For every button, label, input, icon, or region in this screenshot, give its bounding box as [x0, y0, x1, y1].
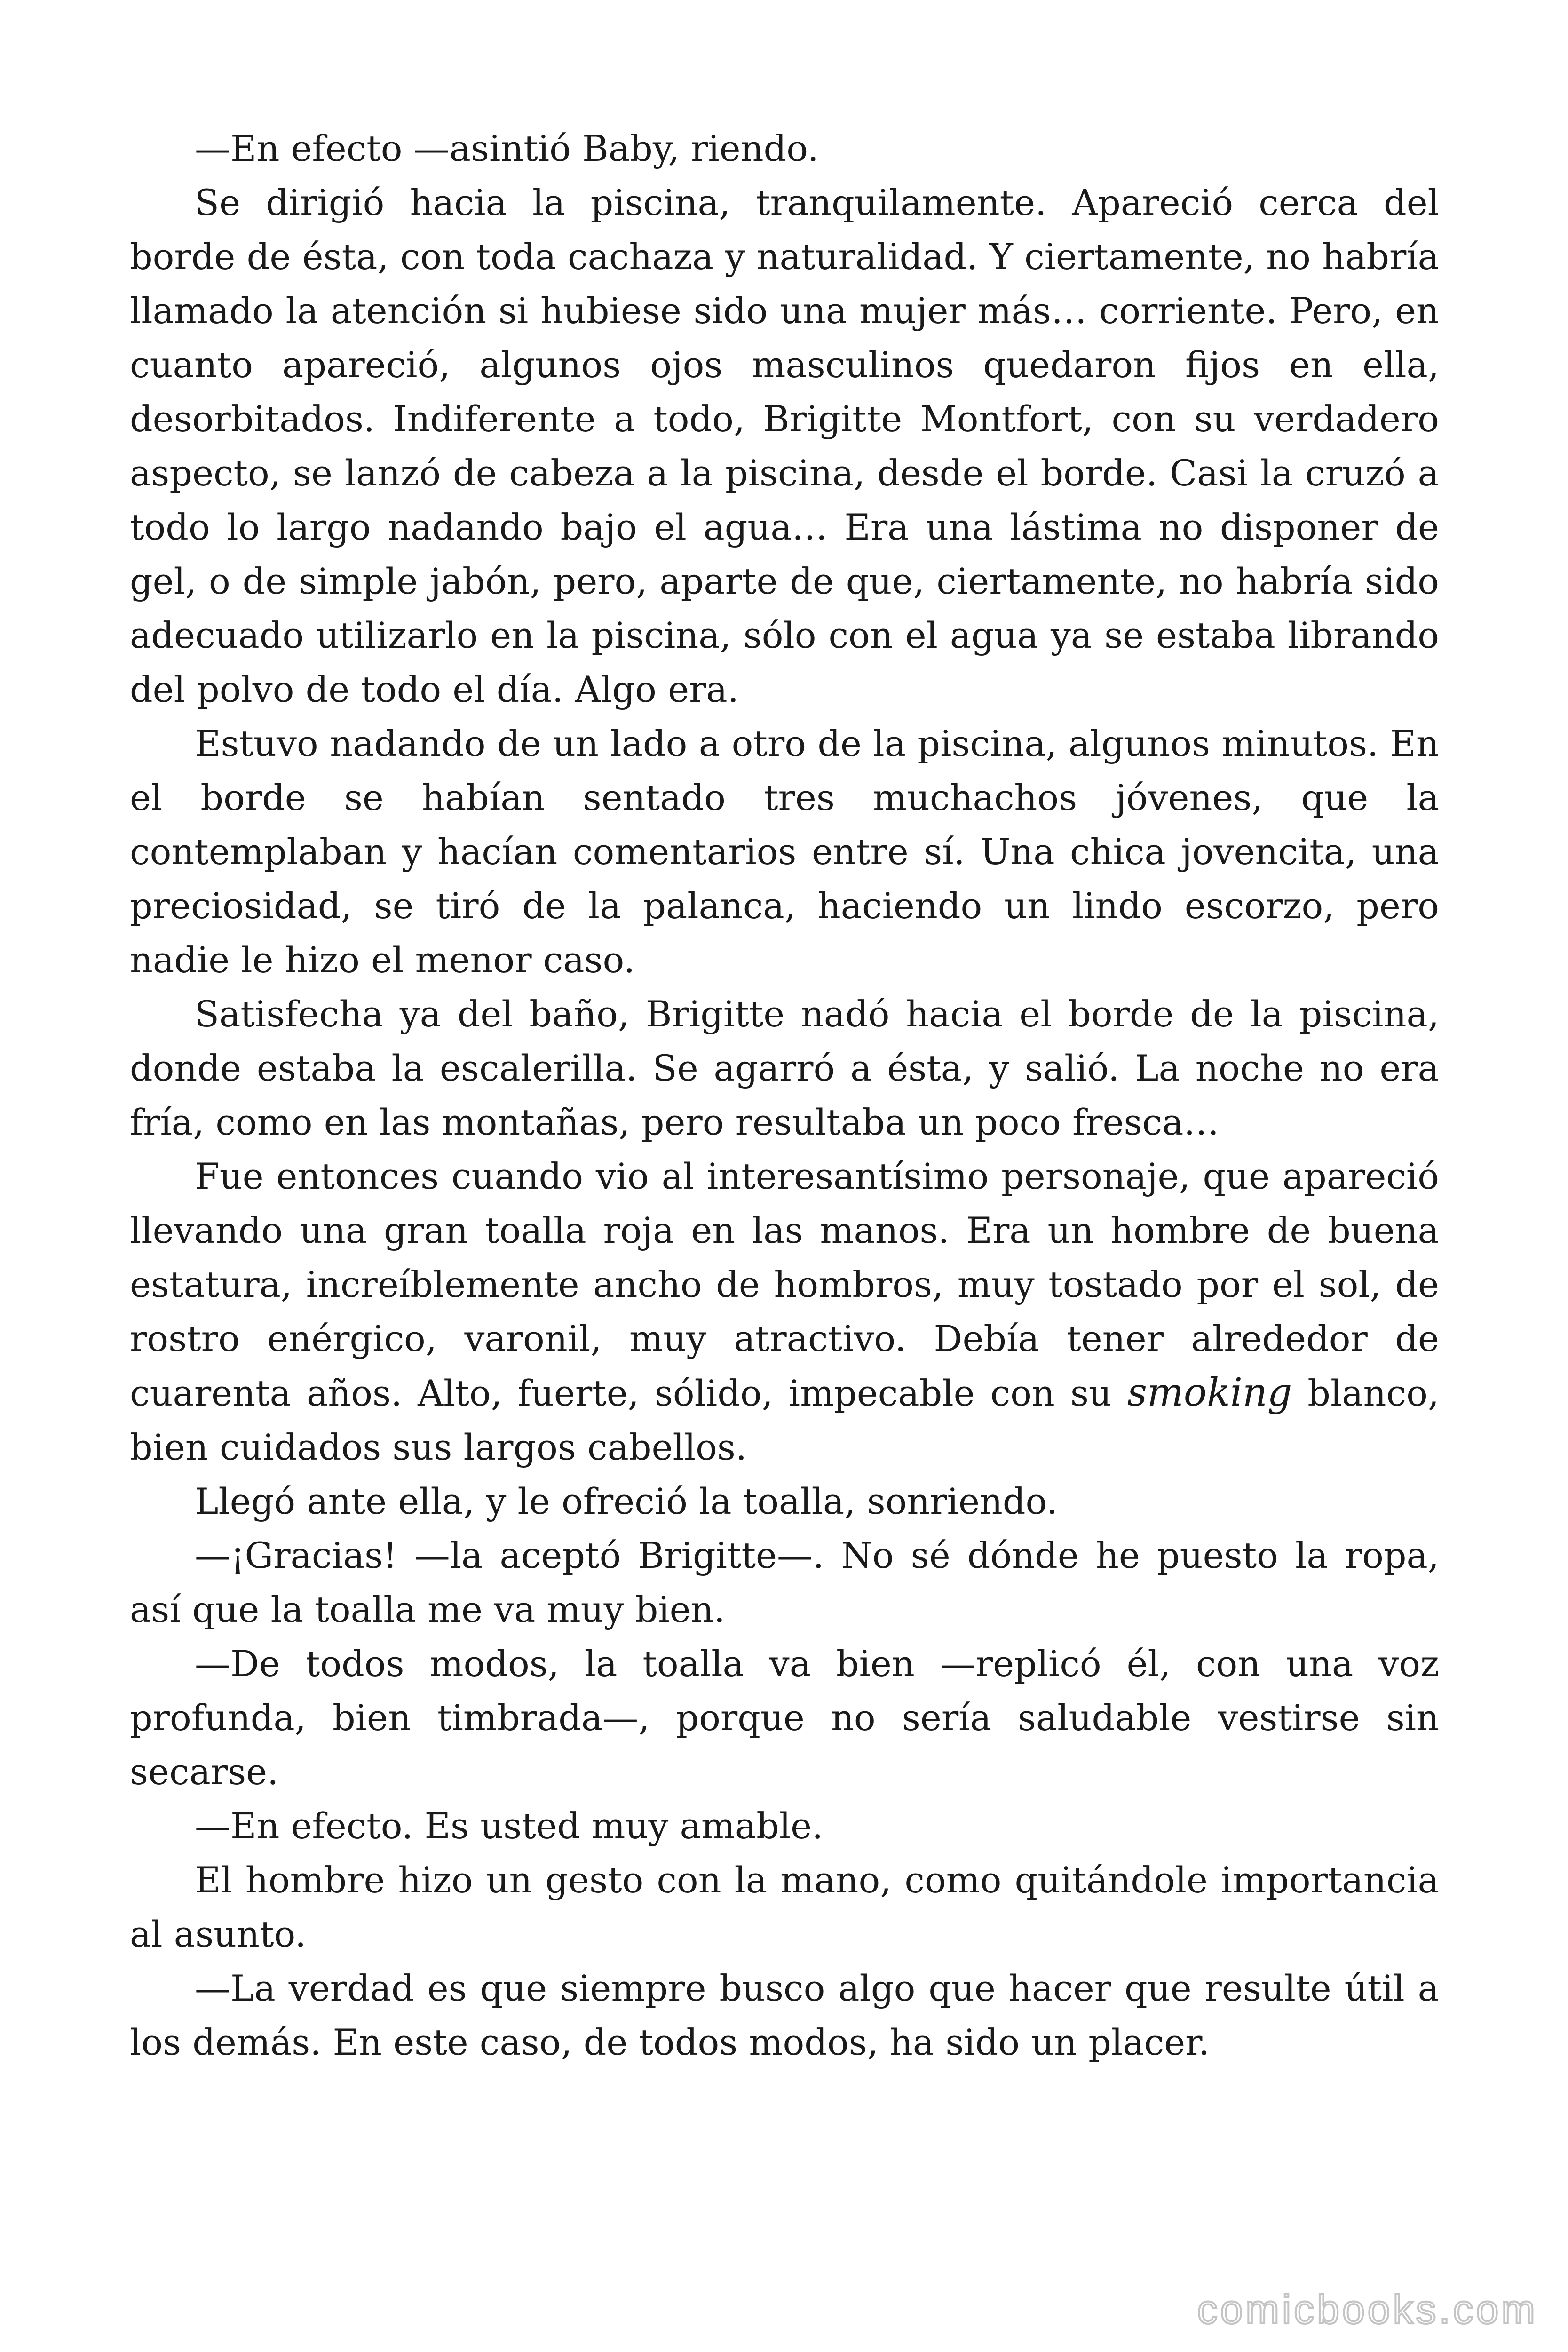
paragraph: Satisfecha ya del baño, Brigitte nadó hacia el borde de la piscina, donde estaba la escalerilla. Se agarró a ésta, y salió. La noche no era fría, como en las montañas, pero resultaba un poco fresca…	[130, 993, 1439, 1143]
paragraph: Estuvo nadando de un lado a otro de la piscina, algunos minutos. En el borde se habían sentado tres muchachos jóvenes, que la contemplaban y hacían comentarios entre sí. Una chica jovencita, una preciosidad, se tiró de la palanca, haciendo un lindo escorzo, pero nadie le hizo el menor caso.	[130, 723, 1439, 981]
paragraph: —En efecto —asintió Baby, riendo.	[195, 127, 819, 169]
paragraph: El hombre hizo un gesto con la mano, como quitándole importancia al asunto.	[130, 1859, 1439, 1955]
paragraph: —En efecto. Es usted muy amable.	[195, 1805, 824, 1847]
body-text	[130, 121, 1439, 2069]
paragraph: Se dirigió hacia la piscina, tranquilamente. Apareció cerca del borde de ésta, con toda cachaza y naturalidad. Y ciertamente, no habría llamado la atención si hubiese sido una mujer más… corriente. Pero, en cuanto apareció, algunos ojos masculinos quedaron fijos en ella, desorbitados. Indiferente a todo, Brigitte Montfort, con su verdadero aspecto, se lanzó de cabeza a la piscina, desde el borde. Casi la cruzó a todo lo largo nadando bajo el agua… Era una lástima no disponer de gel, o de simple jabón, pero, aparte de que, ciertamente, no habría sido adecuado utilizarlo en la piscina, sólo con el agua ya se estaba librando del polvo de todo el día. Algo era.	[130, 182, 1439, 710]
paragraph: —¡Gracias! —la aceptó Brigitte—. No sé dónde he puesto la ropa, así que la toalla me va muy bien.	[130, 1534, 1439, 1630]
paragraph: Llegó ante ella, y le ofreció la toalla, sonriendo.	[195, 1480, 1058, 1522]
paragraph-text-after: blanco, bien cuidados sus largos cabellos.	[130, 1372, 1439, 1468]
paragraph	[130, 1149, 1439, 1474]
paragraph-text-before: Fue entonces cuando vio al interesantísimo personaje, que apareció llevando una gran toalla roja en las manos. Era un hombre de buena estatura, increíblemente ancho de hombros, muy tostado por el sol, de rostro enérgico, varonil, muy atractivo. Debía tener alrededor de cuarenta años. Alto, fuerte, sólido, impecable con su	[130, 1155, 1439, 1414]
paragraph: —La verdad es que siempre busco algo que hacer que resulte útil a los demás. En este caso, de todos modos, ha sido un placer.	[130, 1967, 1439, 2063]
watermark: comicbooks.com	[1197, 2287, 1538, 2332]
italic-word: smoking	[1127, 1370, 1292, 1415]
paragraph: —De todos modos, la toalla va bien —replicó él, con una voz profunda, bien timbrada—, porque no sería saludable vestirse sin secarse.	[130, 1643, 1439, 1793]
